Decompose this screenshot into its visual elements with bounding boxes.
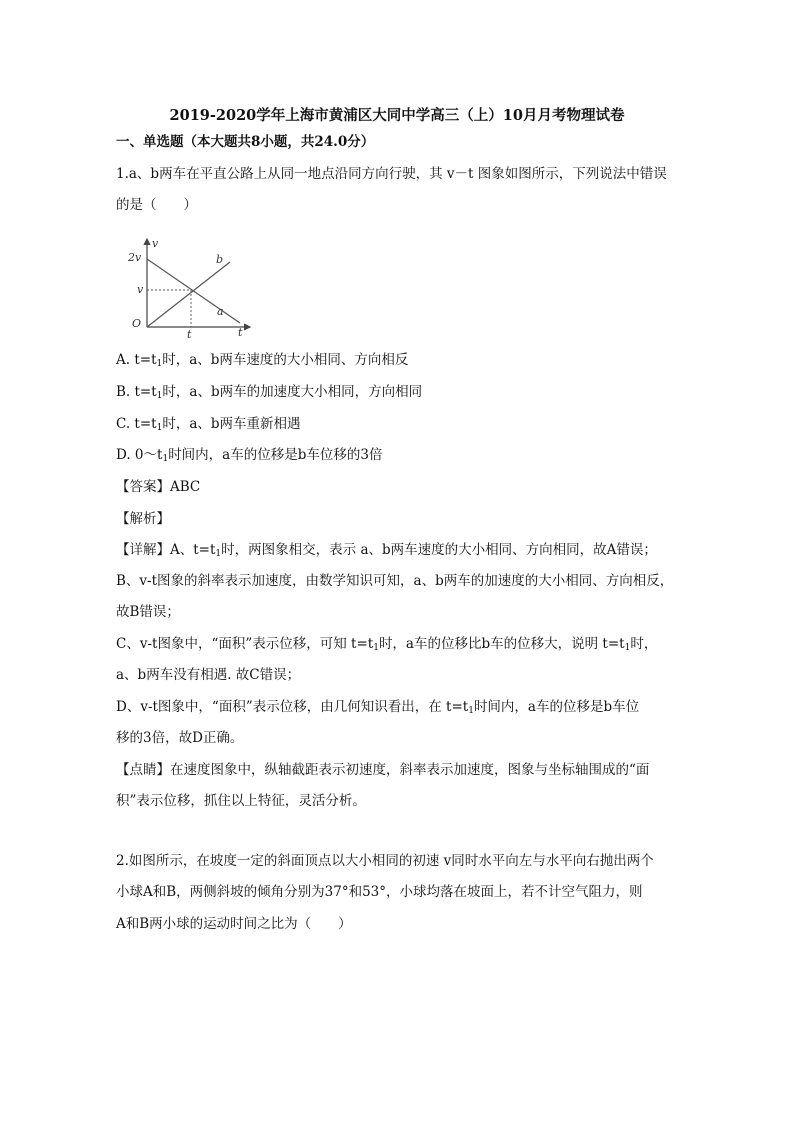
q1-option-b[interactable] (116, 382, 422, 406)
q2-line-1: 2.如图所示，在坡度一定的斜面顶点以大小相同的初速 v同时水平向左与水平向右抛出两个 (116, 853, 654, 869)
detail-6a: D、v-t图象中，“面积”表示位移，由几何知识看出，在 t=t (116, 699, 469, 715)
label-2v0: 2v (128, 251, 142, 264)
detail-line-2: B、v-t图象的斜率表示加速度，由数学知识可知，a、b两车的加速度的大小相同、方向相反， (116, 573, 674, 589)
option-d-prefix: D. 0～t (116, 447, 163, 463)
q2-line-2: 小球A和B，两侧斜坡的倾角分别为37°和53°，小球均落在坡面上，若不计空气阻力，则 (116, 884, 643, 900)
detail-6b: 时间内，a车的位移是b车位 (473, 699, 640, 715)
label-origin: O (132, 317, 142, 330)
q1-option-a[interactable] (116, 350, 408, 374)
option-c-prefix: C. t=t (116, 416, 157, 432)
detail-line-5: a、b两车没有相遇. 故C错误； (116, 667, 301, 683)
q1-stem-line-2: 的是（ ） (116, 197, 197, 213)
detail-4c: 时， (630, 636, 658, 652)
detail-line-3: 故B错误； (116, 604, 180, 620)
detail-1b: 时，两图象相交，表示 a、b两车速度的大小相同、方向相同，故A错误； (221, 542, 657, 558)
label-b: b (216, 253, 224, 266)
detail-4b: 时，a车的位移比b车的位移大，说明 t=t (378, 636, 625, 652)
label-a: a (217, 305, 224, 318)
subscript: 1 (468, 706, 474, 716)
q1-answer: 【答案】ABC (116, 479, 201, 495)
point-line-2: 积”表示位移，抓住以上特征，灵活分析。 (116, 793, 366, 809)
q1-option-d[interactable] (116, 445, 382, 469)
paper-title: 2019-2020学年上海市黄浦区大同中学高三（上）10月月考物理试卷 (169, 107, 625, 124)
subscript: 1 (156, 359, 163, 369)
vt-graph (120, 235, 260, 340)
subscript: 1 (162, 454, 169, 464)
point-line-1: 【点睛】在速度图象中，纵轴截距表示初速度，斜率表示加速度，图象与坐标轴围成的“面 (116, 762, 650, 778)
detail-line-7: 移的3倍，故D正确。 (116, 730, 244, 746)
label-v-axis: v (152, 237, 159, 250)
q1-analysis-heading: 【解析】 (116, 511, 170, 527)
section-heading: 一、单选题（本大题共8小题，共24.0分） (116, 134, 375, 150)
option-d-text: 时间内，a车的位移是b车位移的3倍 (168, 447, 383, 463)
subscript: 1 (215, 549, 222, 559)
option-a-text: 时，a、b两车速度的大小相同、方向相反 (162, 352, 409, 368)
option-b-prefix: B. t=t (116, 384, 157, 400)
label-v0: v (137, 283, 144, 296)
option-b-text: 时，a、b两车的加速度大小相同，方向相同 (162, 384, 423, 400)
option-c-text: 时，a、b两车重新相遇 (162, 416, 301, 432)
subscript: 1 (373, 643, 379, 653)
q1-stem-line-1: 1.a、b两车在平直公路上从同一地点沿同方向行驶，其 v－t 图象如图所示，下列说法中错误 (116, 166, 667, 182)
detail-line-6 (116, 697, 639, 721)
detail-line-4 (116, 634, 657, 658)
option-a-prefix: A. t=t (116, 352, 157, 368)
detail-line-1 (116, 540, 657, 564)
detail-1a: 【详解】A、t=t (116, 542, 216, 558)
q1-option-c[interactable] (116, 414, 301, 438)
subscript: 1 (156, 423, 163, 433)
subscript: 1 (624, 643, 631, 653)
label-t1: t (187, 328, 192, 340)
label-t-axis: t (238, 326, 243, 339)
detail-4a: C、v-t图象中，“面积”表示位移，可知 t=t (116, 636, 374, 652)
subscript: 1 (156, 391, 163, 401)
q2-line-3: A和B两小球的运动时间之比为（ ） (116, 916, 352, 932)
